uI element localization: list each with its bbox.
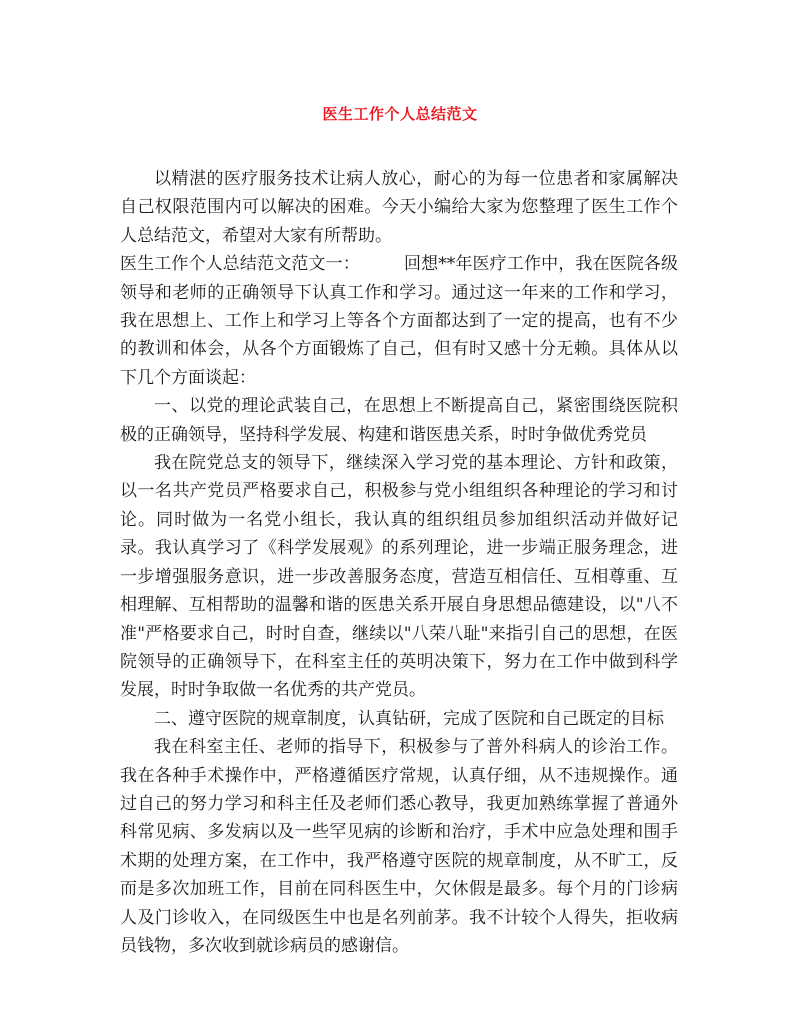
section-1-body: 我在院党总支的领导下，继续深入学习党的基本理论、方针和政策，以一名共产党员严格要求自己，积极参与党小组组织各种理论的学习和讨论。同时做为一名党小组长，我认真的组织组员参加组织活动并做好记录。我认真学习了《科学发展观》的系列理论，进一步端正服务理念，进一步增强服务意识，进一步改善服务态度，营造互相信任、互相尊重、互相理解、互相帮助的温馨和谐的医患关系开展自身思想品德建设，以"八不准"严格要求自己，时时自查，继续以"八荣八耻"来指引自己的思想，在医院领导的正确领导下，在科室主任的英明决策下，努力在工作中做到科学发展，时时争取做一名优秀的共产党员。 [120,453,678,701]
intro-paragraph: 以精湛的医疗服务技术让病人放心，耐心的为每一位患者和家属解决自己权限范围内可以解决的困难。今天小编给大家为您整理了医生工作个人总结范文，希望对大家有所帮助。 [120,169,678,246]
document-body [120,165,678,960]
sample-heading: 医生工作个人总结范文范文一： [120,254,360,275]
sample-opening: 回想**年医疗工作中，我在医院各级领导和老师的正确领导下认真工作和学习。通过这一年来的工作和学习，我在思想上、工作上和学习上等各个方面都达到了一定的提高，也有不少的教训和体会，从各个方面锻炼了自己，但有时又感十分无赖。具体从以下几个方面谈起： [120,254,679,388]
document-title: 医生工作个人总结范文 [322,105,478,123]
section-1-heading: 一、以党的理论武装自己，在思想上不断提高自己，紧密围绕医院积极的正确领导，坚持科学发展、构建和谐医患关系，时时争做优秀党员 [120,396,678,445]
sample-paragraph [120,250,678,392]
section-2-heading: 二、遵守医院的规章制度，认真钻研，完成了医院和自己既定的目标 [154,708,664,729]
section-2-body: 我在科室主任、老师的指导下，积极参与了普外科病人的诊治工作。我在各种手术操作中，严格遵循医疗常规，认真仔细，从不违规操作。通过自己的努力学习和科主任及老师们悉心教导，我更加熟练掌握了普通外科常见病、多发病以及一些罕见病的诊断和治疗，手术中应急处理和围手术期的处理方案，在工作中，我严格遵守医院的规章制度，从不旷工，反而是多次加班工作，目前在同科医生中，欠休假是最多。每个月的门诊病人及门诊收入，在同级医生中也是名列前茅。我不计较个人得失，拒收病员钱物，多次收到就诊病员的感谢信。 [120,737,678,956]
